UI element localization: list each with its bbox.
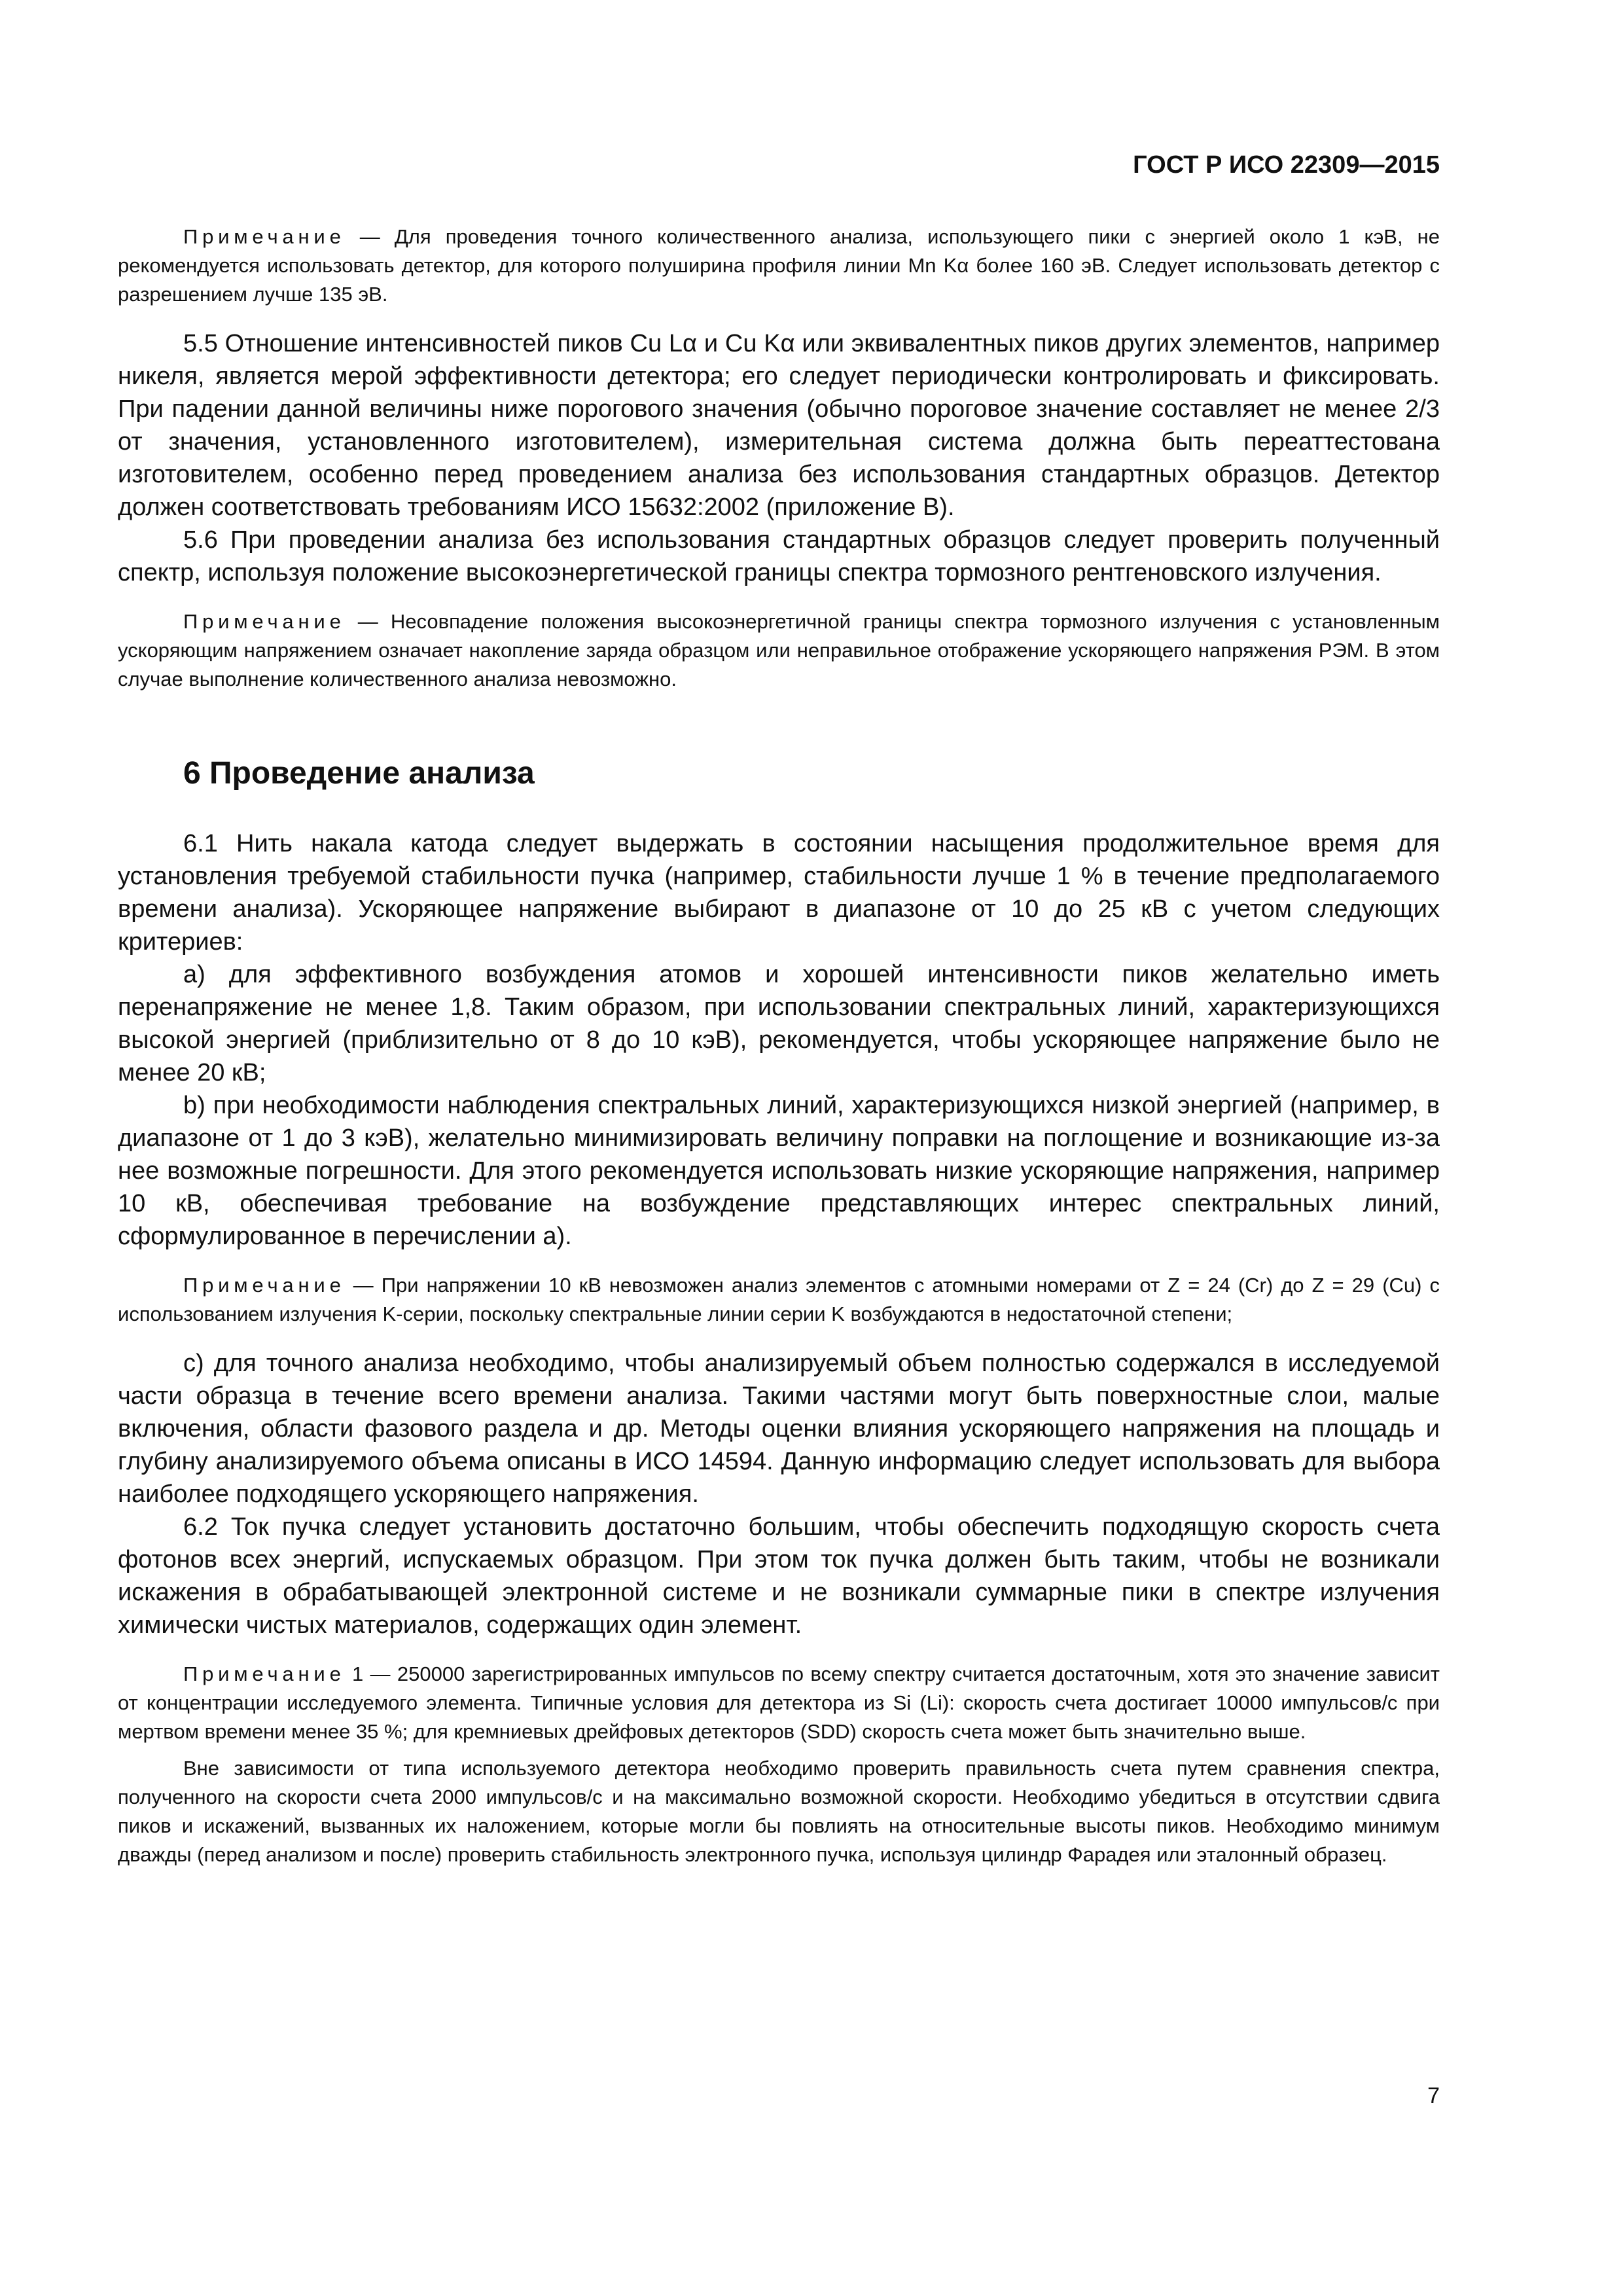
note-label: Примечание	[183, 1274, 346, 1297]
note-text: 1 — 250000 зарегистрированных импульсов по всему спектру считается достаточным, хотя это значение зависит от концентрации исследуемого элемента. Типичные условия для детектора из Si (Li): скорость счета достигает 10000 импульсов/с при мертвом времени менее 35 %; для кремниевых дрейфовых детекторов (SDD) скорость счета может быть значительно выше.	[118, 1662, 1440, 1743]
page-content	[118, 223, 1440, 1869]
note-6-2-1	[118, 1660, 1440, 1746]
note-text: — Для проведения точного количественного анализа, использующего пики с энергией около 1 кэВ, не рекомендуется использовать детектор, для которого полуширина профиля линии Mn Kα более 160 эВ. Следует использовать детектор с разрешением лучше 135 эВ.	[118, 225, 1440, 306]
paragraph-6-1-a: a) для эффективного возбуждения атомов и хорошей интенсивности пиков желательно иметь перенапряжение не менее 1,8. Таким образом, при использовании спектральных линий, характеризующихся высокой энергией (приблизительно от 8 до 10 кэВ), рекомендуется, чтобы ускоряющее напряжение было не менее 20 кВ;	[118, 961, 1440, 1086]
paragraph-6-1: 6.1 Нить накала катода следует выдержать в состоянии насыщения продолжительное время для установления требуемой стабильности пучка (например, стабильности лучше 1 % в течение предполагаемого времени анализа). Ускоряющее напряжение выбирают в диапазоне от 10 до 25 кВ с учетом следующих критериев:	[118, 830, 1440, 956]
note-5-6	[118, 607, 1440, 694]
paragraph-6-1-b: b) при необходимости наблюдения спектральных линий, характеризующихся низкой энергией (например, в диапазоне от 1 до 3 кэВ), желательно минимизировать величину поправки на поглощение и возникающие из-за нее возможные погрешности. Для этого рекомендуется использовать низкие ускоряющие напряжения, например 10 кВ, обеспечивая требование на возбуждение представляющих интерес спектральных линий, сформулированное в перечислении а).	[118, 1092, 1440, 1250]
page-number: 7	[1427, 2083, 1440, 2108]
paragraph-5-6: 5.6 При проведении анализа без использования стандартных образцов следует проверить полученный спектр, используя положение высокоэнергетической границы спектра тормозного рентгеновского излучения.	[118, 526, 1440, 586]
note-label: Примечание	[183, 225, 346, 248]
note-5-4	[118, 223, 1440, 309]
note-text: — При напряжении 10 кВ невозможен анализ элементов с атомными номерами от Z = 24 (Cr) до Z = 29 (Cu) с использованием излучения K-серии, поскольку спектральные линии серии K возбуждаются в недостаточной степени;	[118, 1274, 1440, 1325]
note-label: Примечание	[183, 1662, 346, 1685]
note-6-2-continuation: Вне зависимости от типа используемого детектора необходимо проверить правильность счета путем сравнения спектра, полученного на скорости счета 2000 импульсов/с и на максимально возможной скорости. Необходимо убедиться в отсутствии сдвига пиков и искажений, вызванных их наложением, которые могли бы повлиять на относительные высоты пиков. Необходимо минимум дважды (перед анализом и после) проверить стабильность электронного пучка, используя цилиндр Фарадея или эталонный образец.	[118, 1757, 1440, 1866]
section-6-title: 6 Проведение анализа	[183, 756, 535, 791]
document-header: ГОСТ Р ИСО 22309—2015	[1133, 151, 1440, 179]
note-label: Примечание	[183, 610, 346, 633]
paragraph-5-5: 5.5 Отношение интенсивностей пиков Cu Lα и Cu Kα или эквивалентных пиков других элементов, например никеля, является мерой эффективности детектора; его следует периодически контролировать и фиксировать. При падении данной величины ниже порогового значения (обычно пороговое значение составляет не менее 2/3 от значения, установленного изготовителем), измерительная система должна быть переаттестована изготовителем, особенно перед проведением анализа без использования стандартных образцов. Детектор должен соответствовать требованиям ИСО 15632:2002 (приложение В).	[118, 330, 1440, 521]
note-6-1	[118, 1271, 1440, 1329]
note-text: — Несовпадение положения высокоэнергетичной границы спектра тормозного излучения с установленным ускоряющим напряжением означает накопление заряда образцом или неправильное отображение ускоряющего напряжения РЭМ. В этом случае выполнение количественного анализа невозможно.	[118, 610, 1440, 691]
paragraph-6-2: 6.2 Ток пучка следует установить достаточно большим, чтобы обеспечить подходящую скорость счета фотонов всех энергий, испускаемых образцом. При этом ток пучка должен быть таким, чтобы не возникали искажения в обрабатывающей электронной системе и не возникали суммарные пики в спектре излучения химически чистых материалов, содержащих один элемент.	[118, 1513, 1440, 1639]
paragraph-6-1-c: c) для точного анализа необходимо, чтобы анализируемый объем полностью содержался в исследуемой части образца в течение всего времени анализа. Такими частями могут быть поверхностные слои, малые включения, области фазового раздела и др. Методы оценки влияния ускоряющего напряжения на площадь и глубину анализируемого объема описаны в ИСО 14594. Данную информацию следует использовать для выбора наиболее подходящего ускоряющего напряжения.	[118, 1350, 1440, 1508]
